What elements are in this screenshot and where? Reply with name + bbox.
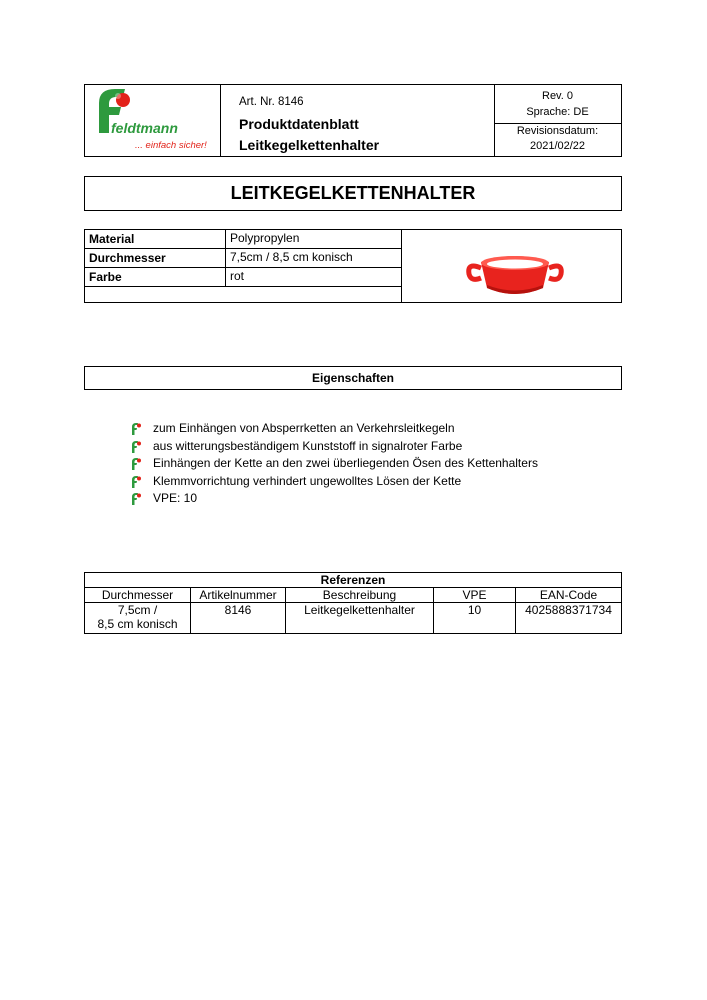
references-caption: Referenzen (85, 573, 622, 588)
cell-text: 8,5 cm konisch (97, 617, 178, 631)
property-row (85, 249, 401, 268)
property-row (85, 230, 401, 249)
column-header: VPE (434, 588, 516, 603)
feature-text: zum Einhängen von Absperrketten an Verkehrsleitkegeln (153, 421, 455, 435)
revision-top (494, 85, 621, 124)
feature-text: aus witterungsbeständigem Kunststoff in signalroter Farbe (153, 438, 463, 453)
header-table (84, 84, 622, 157)
feldtmann-logo (85, 85, 220, 156)
eigenschaften-heading: Eigenschaften (84, 366, 622, 390)
feature-text: Einhängen der Kette an den zwei überliegenden Ösen des Kettenhalters (153, 456, 538, 470)
revision-cell (494, 85, 621, 156)
property-label: Farbe (89, 270, 122, 284)
product-image (463, 252, 567, 302)
cell-text: 7,5cm / (117, 603, 158, 617)
logo-bullet-icon (130, 422, 142, 435)
column-header: Beschreibung (286, 588, 434, 603)
property-value: 7,5cm / 8,5 cm konisch (230, 250, 353, 264)
language: Sprache: DE (526, 106, 589, 118)
doc-type: Produktdatenblatt (239, 116, 359, 132)
table-header-row (85, 588, 622, 603)
doc-info-cell (220, 85, 495, 156)
property-value: Polypropylen (230, 231, 300, 245)
feature-text: VPE: 10 (153, 491, 198, 505)
property-row (85, 268, 401, 287)
cell-durchmesser (85, 603, 191, 634)
property-label: Durchmesser (89, 251, 166, 265)
list-item (130, 455, 610, 473)
property-label: Material (89, 232, 135, 246)
cell-ean: 4025888371734 (516, 603, 622, 634)
property-value: rot (230, 269, 245, 283)
list-item (130, 420, 610, 438)
properties-table (84, 229, 622, 303)
product-name: Leitkegelkettenhalter (239, 137, 380, 153)
references-table (84, 572, 622, 634)
page-title: LEITKEGELKETTENHALTER (84, 176, 622, 211)
revision: Rev. 0 (542, 90, 573, 102)
feature-text: Klemmvorrichtung verhindert ungewolltes Lösen der Kette (153, 473, 462, 488)
logo-bullet-icon (130, 492, 142, 505)
svg-text:... einfach sicher!: ... einfach sicher! (135, 140, 207, 151)
cell-vpe: 10 (434, 603, 516, 634)
logo-bullet-icon (130, 440, 142, 453)
table-row (85, 603, 622, 634)
article-number: Art. Nr. 8146 (239, 96, 304, 108)
column-header: Artikelnummer (191, 588, 286, 603)
cell-artikelnummer: 8146 (191, 603, 286, 634)
cell-beschreibung: Leitkegelkettenhalter (286, 603, 434, 634)
svg-text:feldtmann: feldtmann (111, 120, 178, 136)
list-item (130, 438, 610, 456)
logo-bullet-icon (130, 475, 142, 488)
logo-cell (85, 85, 221, 156)
column-header: EAN-Code (516, 588, 622, 603)
column-header: Durchmesser (85, 588, 191, 603)
feature-list (130, 420, 610, 508)
logo-bullet-icon (130, 457, 142, 470)
revision-date: 2021/02/22 (529, 140, 586, 152)
list-item (130, 490, 610, 508)
revision-date-label: Revisionsdatum: (516, 125, 599, 137)
list-item (130, 473, 610, 491)
